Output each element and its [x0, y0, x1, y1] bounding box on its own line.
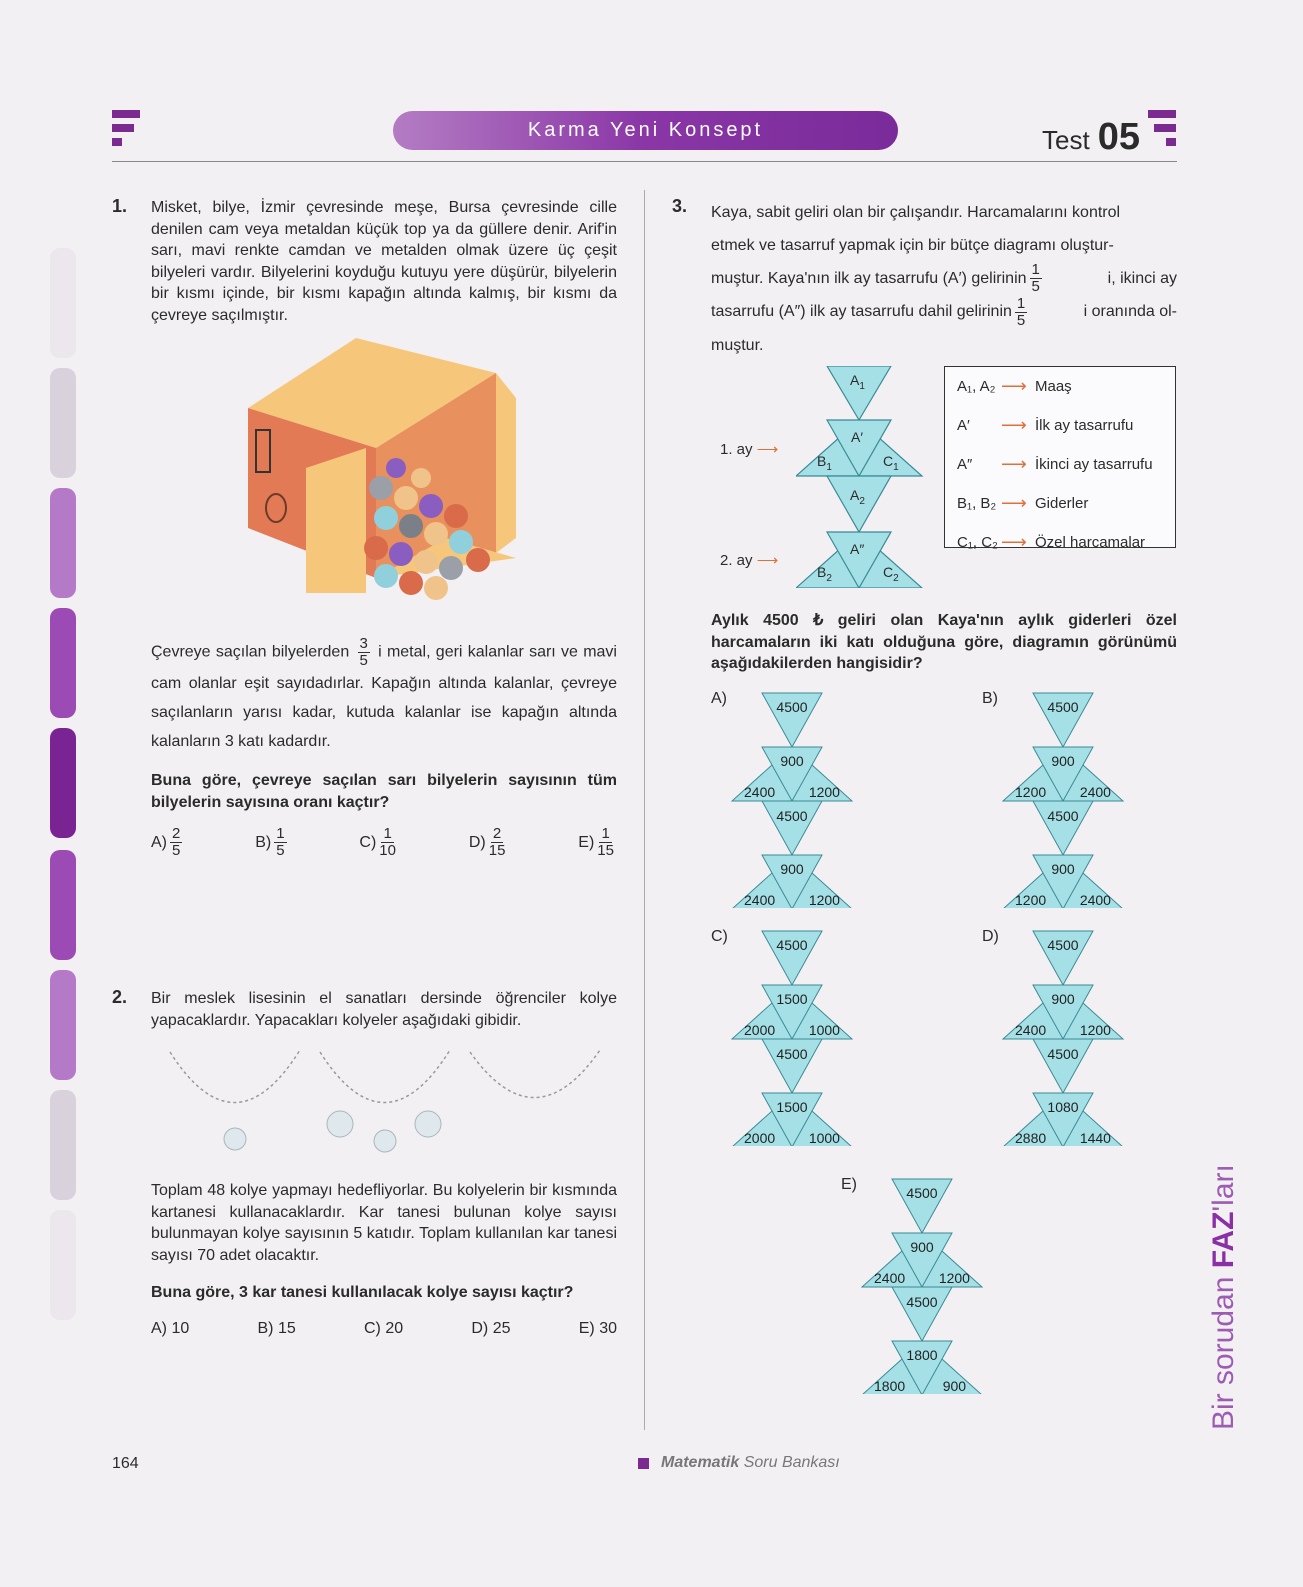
footer-square-icon — [638, 1458, 649, 1469]
left-value: 2400 — [874, 1270, 906, 1286]
fraction: $\frac{3}{5}$ — [359, 635, 368, 669]
q2-body: Toplam 48 kolye yapmayı hedefliyorlar. Bu kolyelerin bir kısmında kartanesi kullanacaklardır. Kar tanesi bulunan kolye sayısı bulunmayan kolye sayısının 5 katıdır. Toplam kullanılan kar tanesi sayısı 70 adet olacaktır. — [151, 1182, 617, 1264]
header-banner — [393, 111, 898, 150]
banner-title: Karma Yeni Konsept — [527, 119, 764, 141]
q3-number: 3. — [672, 196, 688, 216]
left-value: 2400 — [744, 784, 776, 800]
fraction: $\frac{1}{5}$ — [1031, 261, 1040, 296]
legend-row: A″ ⟶ İkinci ay tasarrufu — [957, 454, 1153, 474]
q3-option-b-diagram[interactable] — [1002, 692, 1124, 908]
q3-question: Aylık 4500 ₺ geliri olan Kaya'nın aylık giderleri özel harcamaların iki katı olduğuna göre, diagramın görünümü aşağıdakilerden hangisidir? — [711, 612, 1177, 672]
q1-body: Çevreye saçılan bilyelerden $\frac{3}{5}$ i metal, geri kalanlar sarı ve mavi cam olanlar eşit sayıdadırlar. Kapağın altında kalanlar, çevreye saçılanların yarısı kadar, kutuda kalanlar ise kapağın altında kalanların 3 katı kadardır. — [151, 635, 617, 750]
q1-options — [151, 826, 617, 859]
right-value: 1440 — [1079, 1130, 1111, 1146]
column-divider — [644, 190, 645, 1430]
fraction: $\frac{1}{5}$ — [1016, 294, 1026, 329]
label-c2: $C_2$ — [883, 564, 899, 584]
q2-options — [151, 1320, 617, 1338]
top-value: 4500 — [776, 699, 808, 715]
sidebar-tab — [50, 368, 76, 478]
q3-option-d-diagram[interactable] — [1002, 930, 1124, 1146]
right-value: 1000 — [808, 1130, 840, 1146]
middle-value: 1500 — [776, 1099, 808, 1115]
middle-value: 900 — [780, 861, 804, 877]
sidebar-tab — [50, 850, 76, 960]
top-value: 4500 — [906, 1294, 938, 1310]
middle-value: 900 — [910, 1239, 934, 1255]
header-rule — [112, 161, 1177, 162]
label-a1: $A_1$ — [850, 372, 865, 392]
q1-question: Buna göre, çevreye saçılan sarı bilyelerin sayısının tüm bilyelerin sayısına oranı kaçtır? — [151, 772, 617, 811]
sidebar-tab — [50, 970, 76, 1080]
left-value: 1800 — [874, 1378, 906, 1394]
middle-value: 900 — [1051, 991, 1075, 1007]
middle-value: 1800 — [906, 1347, 938, 1363]
sidebar-tab — [50, 248, 76, 358]
q1-option-b[interactable]: B) $\frac{1}{5}$ — [255, 825, 285, 859]
top-value: 4500 — [1047, 808, 1079, 824]
q2-option-d[interactable]: D) 25 — [471, 1320, 511, 1337]
label-a2: $A_2$ — [850, 487, 865, 507]
label-b2: $B_2$ — [817, 564, 832, 584]
q2-question: Buna göre, 3 kar tanesi kullanılacak kolye sayısı kaçtır? — [151, 1284, 574, 1301]
q1-option-e[interactable]: E) $\frac{1}{15}$ — [578, 825, 614, 859]
left-value: 2400 — [1015, 1022, 1047, 1038]
arrow-icon: ⟶ — [1001, 532, 1027, 552]
side-brand-text: Bir sorudan FAZ'ları — [1207, 1164, 1240, 1430]
left-value: 2400 — [744, 892, 776, 908]
q1-intro: Misket, bilye, İzmir çevresinde meşe, Bursa çevresinde cille denilen cam veya metaldan küçük top ya da güllere denir. Arif'in sarı, mavi renkte camdan ve metalden olmak üzere üç çeşit bilyeleri vardır. Bilyelerini koyduğu kutuyu yere düşürür, bilyelerin bir kısmı içinde, bir kısmı kapağın altında kalmış, bir kısmı da çevreye saçılmıştır. — [151, 199, 617, 324]
left-value: 2000 — [744, 1130, 776, 1146]
q2-option-b[interactable]: B) 15 — [257, 1320, 296, 1337]
q3-option-e-label[interactable]: E) — [841, 1176, 857, 1193]
q3-option-c-diagram[interactable] — [731, 930, 853, 1146]
q1-option-a[interactable]: A) $\frac{2}{5}$ — [151, 825, 181, 859]
arrow-icon: ⟶ — [1001, 493, 1027, 513]
logo-right-icon — [1148, 110, 1178, 152]
label-c1: $C_1$ — [883, 453, 899, 473]
q3-option-b-label[interactable]: B) — [982, 690, 998, 707]
q2-option-a[interactable]: A) 10 — [151, 1320, 190, 1337]
top-value: 4500 — [1047, 1046, 1079, 1062]
sidebar-tab-active — [50, 728, 76, 838]
legend-row: C₁, C₂ ⟶ Özel harcamalar — [957, 532, 1146, 552]
budget-diagram — [796, 366, 926, 588]
arrow-icon: ⟶ — [1001, 454, 1027, 474]
q3-option-c-label[interactable]: C) — [711, 928, 728, 945]
q2-number: 2. — [112, 987, 128, 1007]
label-a-prime: A′ — [851, 429, 863, 445]
arrow-icon: ⟶ — [1001, 415, 1027, 435]
q2-option-e[interactable]: E) 30 — [578, 1320, 617, 1337]
middle-value: 900 — [1051, 753, 1075, 769]
top-value: 4500 — [906, 1185, 938, 1201]
label-b1: $B_1$ — [817, 453, 832, 473]
month1-label: 1. ay ⟶ — [720, 441, 779, 458]
middle-value: 1500 — [776, 991, 808, 1007]
right-value: 1200 — [938, 1270, 970, 1286]
right-value: 1200 — [808, 892, 840, 908]
footer-book: Matematik Soru Bankası — [638, 1454, 840, 1472]
right-value: 2400 — [1079, 784, 1111, 800]
left-value: 2880 — [1015, 1130, 1047, 1146]
label-a-double-prime: A″ — [850, 541, 865, 557]
right-value: 2400 — [1079, 892, 1111, 908]
q3-option-a-diagram[interactable] — [731, 692, 853, 908]
middle-value: 1080 — [1047, 1099, 1079, 1115]
right-value: 1200 — [1079, 1022, 1111, 1038]
left-value: 1200 — [1015, 784, 1047, 800]
left-value: 1200 — [1015, 892, 1047, 908]
sidebar-tab — [50, 1210, 76, 1320]
month2-label: 2. ay ⟶ — [720, 552, 779, 569]
middle-value: 900 — [780, 753, 804, 769]
q2-intro: Bir meslek lisesinin el sanatları dersinde öğrenciler kolye yapacaklardır. Yapacakları kolyeler aşağıdaki gibidir. — [151, 990, 617, 1029]
logo-left-icon — [112, 110, 142, 152]
top-value: 4500 — [776, 808, 808, 824]
legend-row: A₁, A₂ ⟶ Maaş — [957, 376, 1072, 396]
legend-row: B₁, B₂ ⟶ Giderler — [957, 493, 1089, 513]
top-value: 4500 — [776, 1046, 808, 1062]
top-value: 4500 — [1047, 699, 1079, 715]
q3-option-d-label[interactable]: D) — [982, 928, 999, 945]
top-value: 4500 — [776, 937, 808, 953]
sidebar-tab — [50, 1090, 76, 1200]
arrow-icon: ⟶ — [1001, 376, 1027, 396]
q3-intro: Kaya, sabit geliri olan bir çalışandır. Harcamalarını kontrol etmek ve tasarruf yapmak için bir bütçe diagramı oluştur- muştur. Kaya'nın ilk ay tasarrufu (A′) gelirinin $\frac{1}{5}$ i, ikinci ay tasarrufu (A″) ilk ay tasarrufu dahil gelirinin $\frac{1}{5}$ i oranında ol- muştur. — [711, 204, 1177, 354]
right-value: 1200 — [808, 784, 840, 800]
left-value: 2000 — [744, 1022, 776, 1038]
top-value: 4500 — [1047, 937, 1079, 953]
marble-box-illustration — [246, 338, 526, 603]
q1-option-d[interactable]: D) $\frac{2}{15}$ — [468, 825, 506, 859]
legend-row: A′ ⟶ İlk ay tasarrufu — [957, 415, 1134, 435]
q3-option-a-label[interactable]: A) — [711, 690, 727, 707]
q1-option-c[interactable]: C) $\frac{1}{10}$ — [359, 825, 396, 859]
right-value: 1000 — [808, 1022, 840, 1038]
sidebar-tab — [50, 608, 76, 718]
page-number: 164 — [112, 1455, 139, 1472]
q1-number: 1. — [112, 196, 128, 216]
sidebar-tab — [50, 488, 76, 598]
legend-box — [944, 366, 1176, 552]
test-label: Test 05 — [1042, 116, 1140, 158]
right-value: 900 — [942, 1378, 967, 1394]
q3-option-e-diagram[interactable] — [861, 1178, 983, 1394]
q2-option-c[interactable]: C) 20 — [364, 1320, 404, 1337]
middle-value: 900 — [1051, 861, 1075, 877]
necklaces-illustration — [160, 1044, 610, 1164]
